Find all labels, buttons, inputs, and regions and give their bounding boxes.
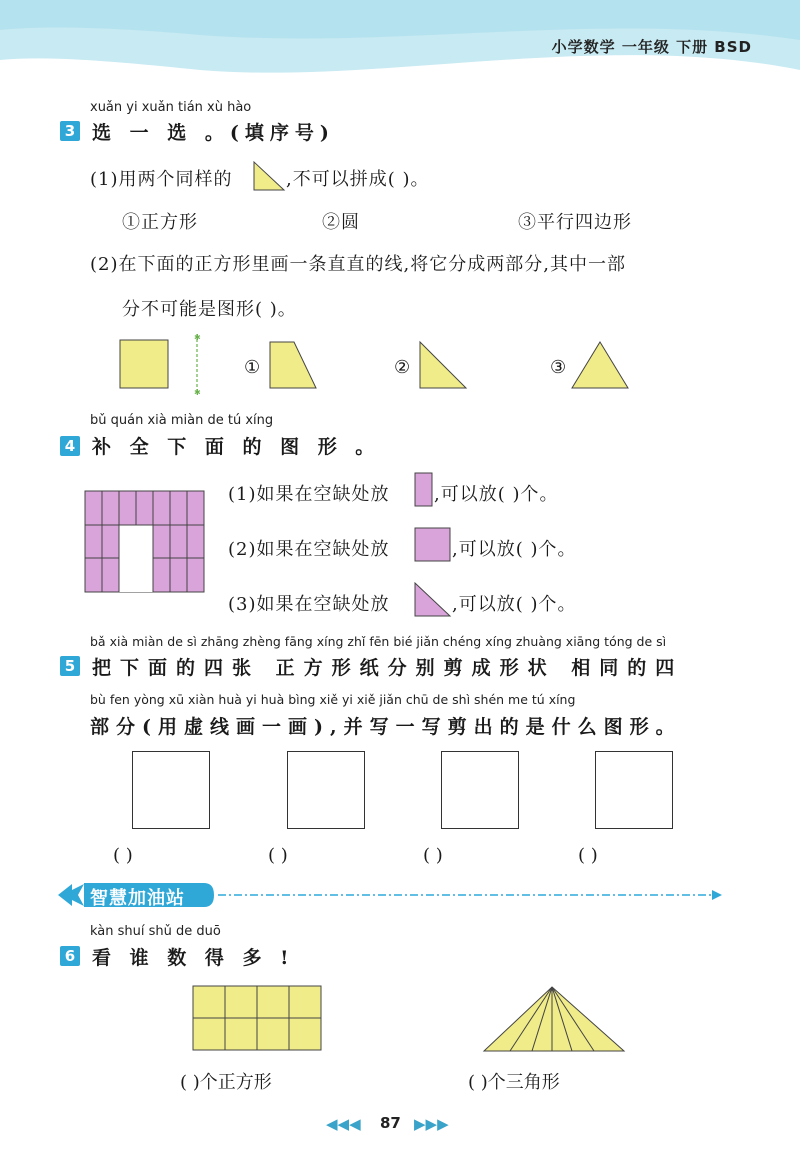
q5-square-1[interactable] xyxy=(132,751,210,829)
q4-pinyin: bǔ quán xià miàn de tú xíng xyxy=(90,413,274,428)
svg-text:✱: ✱ xyxy=(194,388,201,396)
q3-part1-prefix: (1)用两个同样的 xyxy=(90,169,233,190)
q5-square-3[interactable] xyxy=(441,751,519,829)
right-triangle-icon xyxy=(252,160,286,192)
fan-triangle-figure xyxy=(482,985,626,1053)
q4-line2-suffix: ,可以放( )个。 xyxy=(452,539,577,560)
q6-number-badge: 6 xyxy=(60,946,80,966)
right-triangle-shape-icon xyxy=(416,340,470,392)
q3-number-badge: 3 xyxy=(60,121,80,141)
q3-option-1: ①正方形 xyxy=(122,212,198,233)
q3-title: 选 一 选 。(填序号) xyxy=(92,122,335,144)
q5-pinyin-line1: bǎ xià miàn de sì zhāng zhèng fāng xíng zhǐ fēn bié jiǎn chéng xíng zhuàng xiāng tóng de sì xyxy=(90,634,667,649)
isosceles-triangle-icon xyxy=(570,340,632,392)
shape-label-1: ① xyxy=(244,357,262,378)
q4-line2-prefix: (2)如果在空缺处放 xyxy=(228,539,390,560)
book-title: 小学数学 一年级 下册 BSD xyxy=(551,38,752,56)
q4-line3-prefix: (3)如果在空缺处放 xyxy=(228,594,390,615)
trapezoid-icon xyxy=(266,340,320,392)
q5-line2: 部分(用虚线画一画),并写一写剪出的是什么图形。 xyxy=(90,716,682,738)
q3-part1-suffix: ,不可以拼成( )。 xyxy=(286,169,430,190)
q5-answer-1[interactable]: ( ) xyxy=(113,845,133,866)
q5-square-2[interactable] xyxy=(287,751,365,829)
q3-part2-line2: 分不可能是图形( )。 xyxy=(122,299,297,320)
q3-part2-line1: (2)在下面的正方形里画一条直直的线,将它分成两部分,其中一部 xyxy=(90,254,626,275)
thin-rectangle-icon xyxy=(414,472,434,508)
q5-answer-4[interactable]: ( ) xyxy=(578,845,598,866)
next-page-arrows-icon[interactable]: ▶▶▶ xyxy=(414,1115,449,1133)
shape-label-2: ② xyxy=(394,357,412,378)
q6-answer-triangles[interactable]: ( )个三角形 xyxy=(468,1072,560,1093)
q6-pinyin: kàn shuí shǔ de duō xyxy=(90,924,221,939)
square-with-scissor-line xyxy=(110,332,210,396)
q6-title: 看 谁 数 得 多 ! xyxy=(92,947,295,969)
triangle-piece-icon xyxy=(414,582,452,618)
incomplete-grid-figure xyxy=(84,490,206,594)
shape-label-3: ③ xyxy=(550,357,568,378)
q5-number-badge: 5 xyxy=(60,656,80,676)
rectangle-grid-figure xyxy=(192,985,324,1053)
q4-line1-prefix: (1)如果在空缺处放 xyxy=(228,484,390,505)
prev-page-arrows-icon[interactable]: ◀◀◀ xyxy=(326,1115,361,1133)
q3-option-2: ②圆 xyxy=(322,212,360,233)
q3-option-3: ③平行四边形 xyxy=(518,212,632,233)
q3-pinyin: xuǎn yi xuǎn tián xù hào xyxy=(90,100,252,115)
q4-number-badge: 4 xyxy=(60,436,80,456)
q4-line1-suffix: ,可以放( )个。 xyxy=(434,484,559,505)
q5-line1: 把下面的四张 正方形纸分别剪成形状 相同的四 xyxy=(92,657,684,679)
q6-answer-squares[interactable]: ( )个正方形 xyxy=(180,1072,272,1093)
q5-pinyin-line2: bù fen yòng xū xiàn huà yi huà bìng xiě yi xiě jiǎn chū de shì shén me tú xíng xyxy=(90,692,576,707)
svg-text:✱: ✱ xyxy=(194,333,201,342)
page-number: 87 xyxy=(380,1114,401,1132)
banner-label: 智慧加油站 xyxy=(90,888,185,909)
q5-answer-3[interactable]: ( ) xyxy=(423,845,443,866)
square-piece-icon xyxy=(414,527,452,563)
q5-answer-2[interactable]: ( ) xyxy=(268,845,288,866)
q5-square-4[interactable] xyxy=(595,751,673,829)
q4-title: 补 全 下 面 的 图 形 。 xyxy=(92,436,381,458)
q4-line3-suffix: ,可以放( )个。 xyxy=(452,594,577,615)
